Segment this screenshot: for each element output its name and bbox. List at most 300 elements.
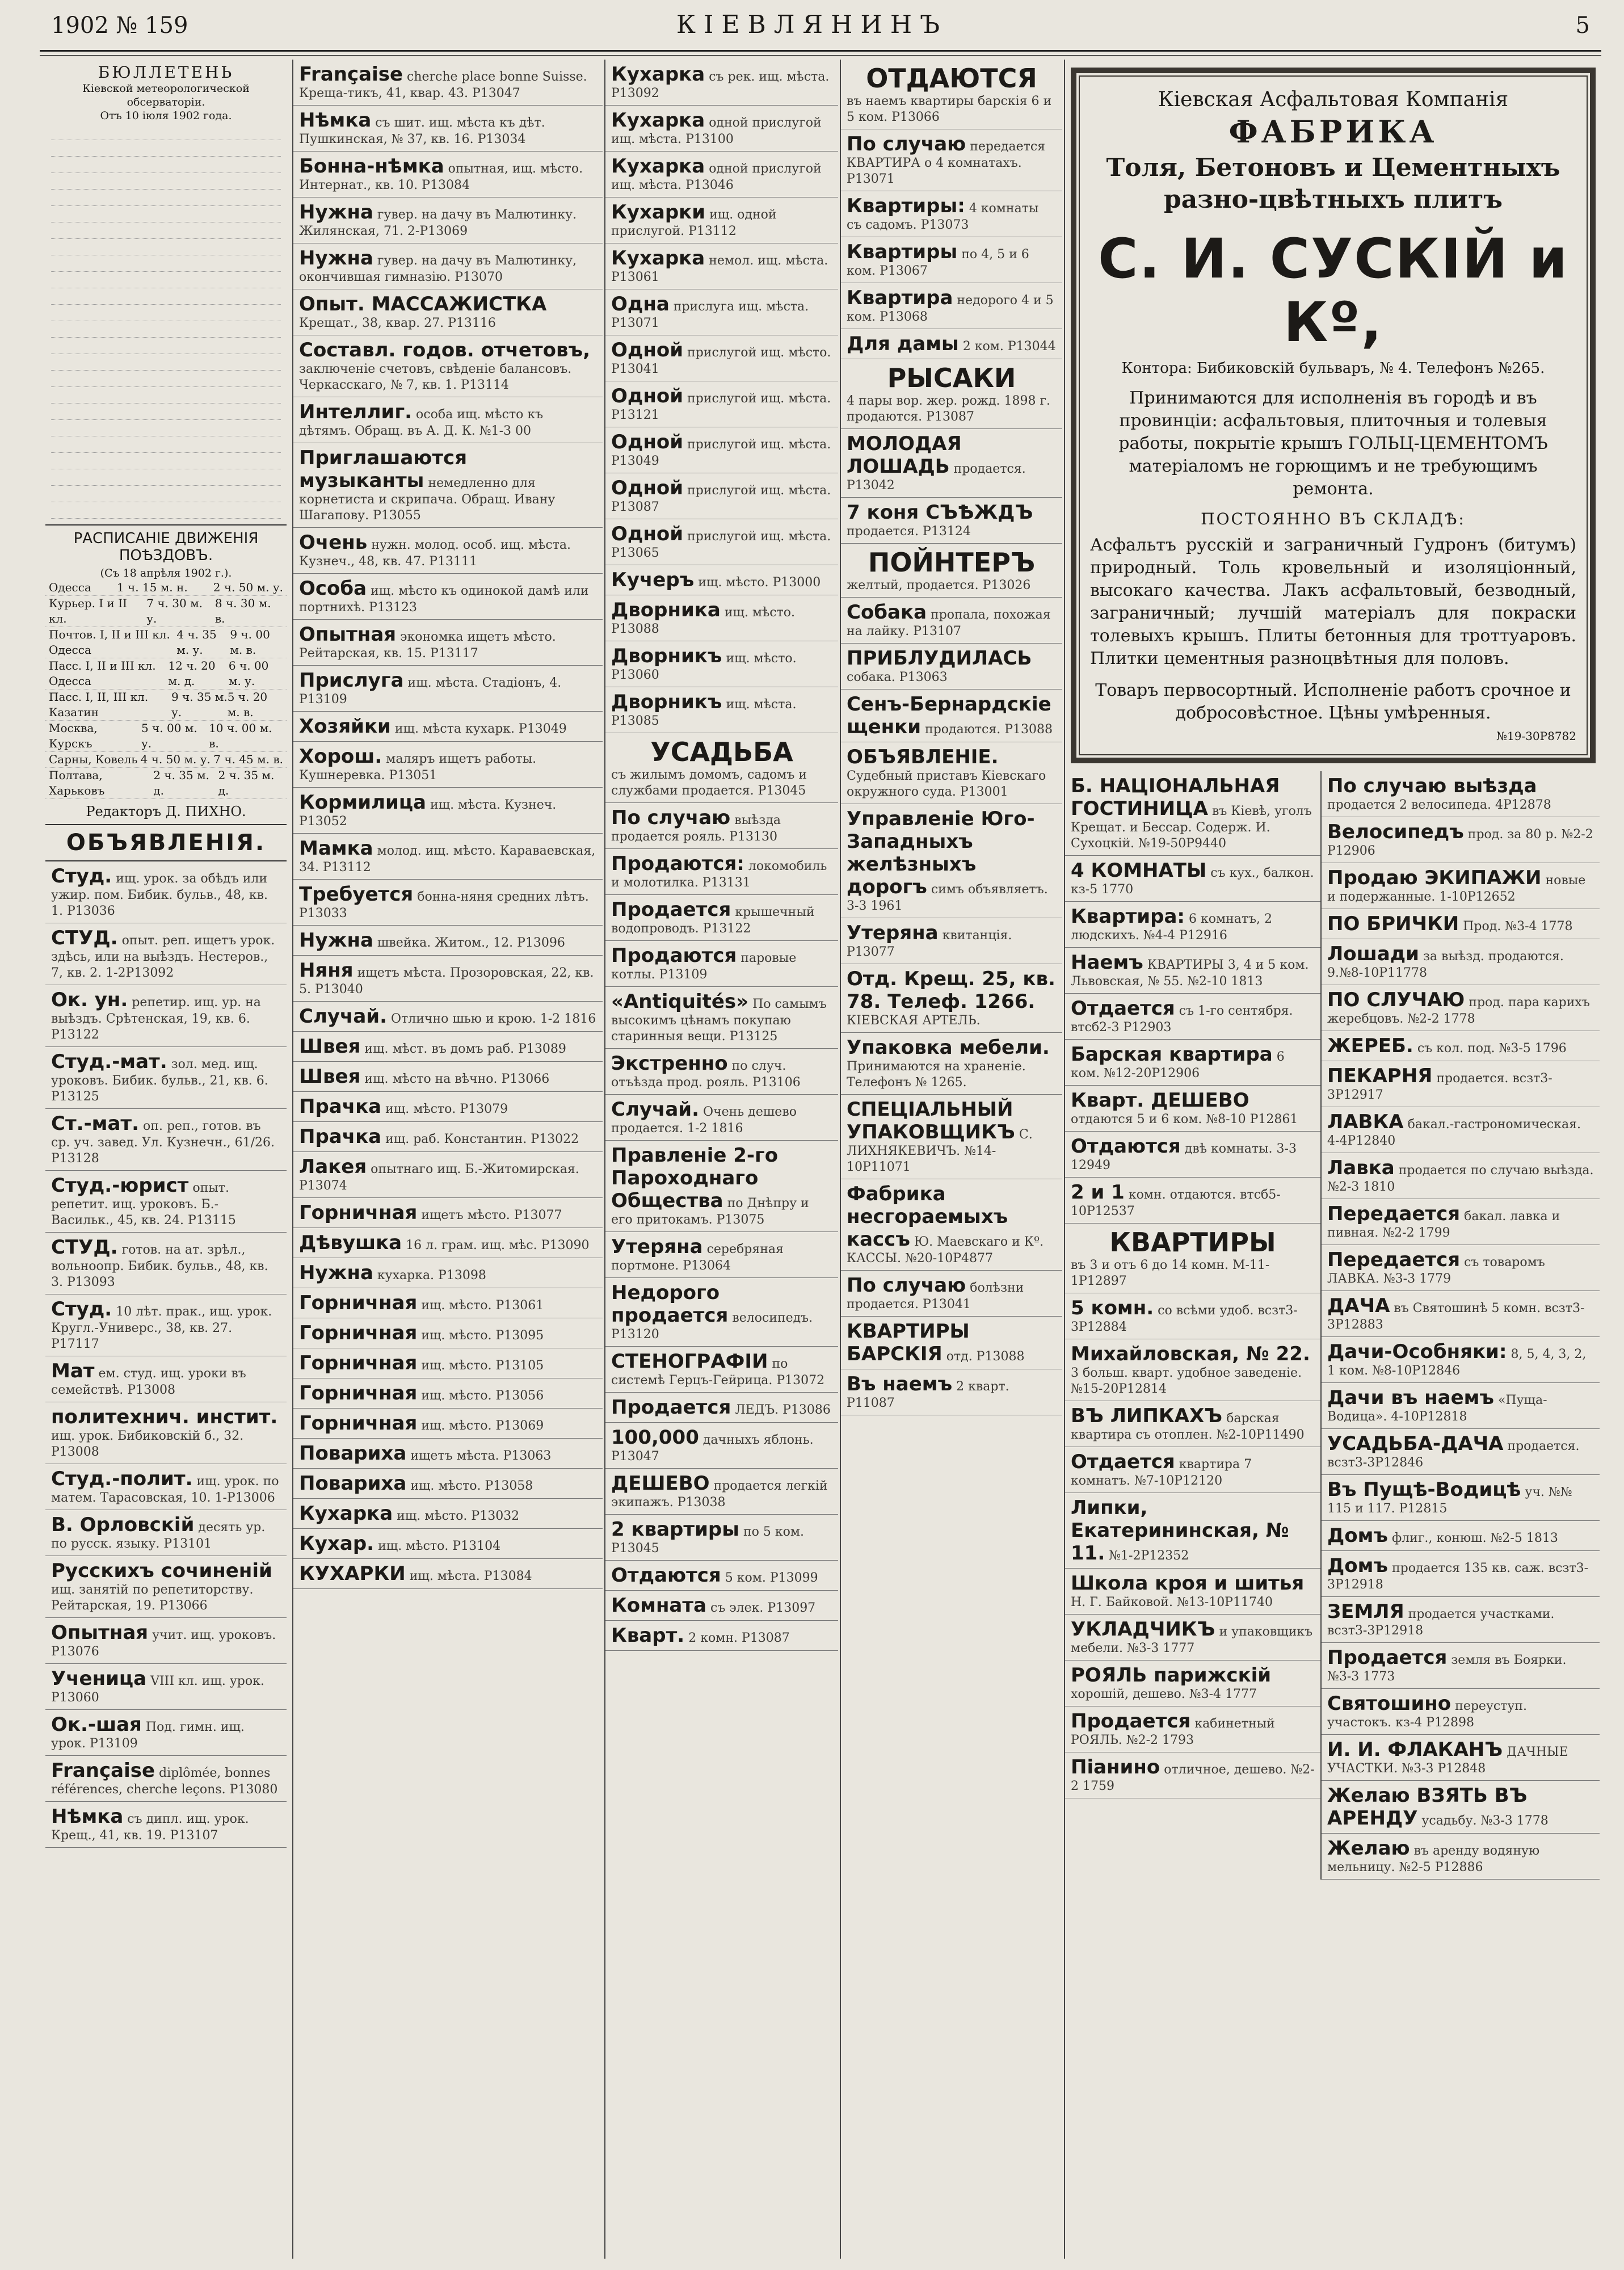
ad-text: По самымъ высокимъ цѣнамъ покупаю старинныя вещи. Р13125 [611, 997, 827, 1044]
ad-company: Кіевская Асфальтовая Компанія [1158, 88, 1509, 111]
ad-text: по 5 ком. Р13045 [611, 1525, 804, 1556]
ad-headline: Кварт. ДЕШЕВО [1071, 1089, 1249, 1112]
classified-ad [1322, 1291, 1600, 1337]
ad-headline: Собака [847, 601, 927, 624]
classified-ad [841, 1033, 1062, 1095]
classified-ad [605, 987, 838, 1049]
ad-headline: Дачи въ наемъ [1327, 1386, 1494, 1409]
classified-ad [293, 1198, 603, 1228]
ad-headline: Нужна [299, 247, 373, 270]
ad-text: ищ. мѣсто. Р13079 [385, 1102, 508, 1116]
ad-headline: Утеряна [847, 922, 939, 944]
ad-text: ищетъ мѣста. Прозоровская, 22, кв. 5. Р13040 [299, 966, 594, 997]
classified-ad [293, 1559, 603, 1589]
ad-headline: Горничная [299, 1322, 418, 1344]
ad-text: Прод. №3-4 1778 [1463, 919, 1573, 934]
classified-ad [605, 1232, 838, 1278]
ad-headline: Дѣвушка [299, 1231, 402, 1254]
ad-text: локомобиль и молотилка. Р13131 [611, 859, 827, 890]
schedule-row [45, 627, 287, 658]
ad-text: со всѣми удоб. всзт3-3Р12884 [1071, 1304, 1298, 1334]
ad-text: ищ. мѣсто къ одинокой дамѣ или портнихѣ. Р13123 [299, 584, 589, 615]
ad-text: по 4, 5 и 6 ком. Р13067 [847, 247, 1029, 278]
ad-text: ищ. мѣсто. Р13058 [410, 1479, 533, 1493]
ad-headline: Нужна [299, 929, 373, 952]
ad-text: въ 3 и отъ 6 до 14 комн. М-11-1Р12897 [1071, 1258, 1270, 1288]
ad-text: 6 ком. №12-20Р12906 [1071, 1050, 1285, 1081]
classified-ad [1322, 863, 1600, 909]
ad-text: опыт. репетит. ищ. уроковъ. Б.-Васильк., 45, кв. 24. Р13115 [51, 1181, 236, 1228]
classified-ad [293, 289, 603, 335]
ad-text: прислугой ищ. мѣста. Р13087 [611, 484, 831, 514]
ad-headline: По случаю [847, 1274, 966, 1297]
ad-text: бакал. лавка и пивная. №2-2 1799 [1327, 1209, 1560, 1240]
ad-text: болѣзни продается. Р13041 [847, 1281, 1024, 1311]
ad-text: прислугой ищ. мѣста. Р13065 [611, 529, 831, 560]
schedule-cell: 7 ч. 30 м. у. [146, 596, 203, 625]
classified-ad [1322, 1429, 1600, 1475]
ad-text: съ рек. ищ. мѣста. Р13092 [611, 70, 830, 100]
ad-text: 3 больш. кварт. удобное заведеніе. №15-20Р12814 [1071, 1366, 1302, 1396]
classified-ad [1322, 1245, 1600, 1291]
classified-ad [605, 1561, 838, 1591]
ad-text: продается. всзт3-3Р12846 [1327, 1439, 1580, 1470]
ad-text: комн. отдаются. втсб5-10Р12537 [1071, 1188, 1281, 1218]
ad-text: опытная, ищ. мѣсто. Интернат., кв. 10. Р13084 [299, 162, 583, 192]
ad-text: ищ. мѣсто. Р13061 [421, 1298, 544, 1313]
ad-headline: Кухарка [611, 247, 705, 270]
ad-headline: Одной [611, 385, 684, 407]
classified-ad [293, 956, 603, 1002]
classified-ad [293, 1288, 603, 1318]
ad-headline: Ок.-шая [51, 1713, 142, 1736]
ad-headline: Горничная [299, 1201, 418, 1224]
ad-headline: Одной [611, 477, 684, 499]
ad-headline: Фабрика несгораемыхъ кассъ [847, 1183, 1008, 1251]
ad-text: за выѣзд. продаются. 9.№8-10Р11778 [1327, 949, 1564, 980]
ad-headline: УСАДЬБА-ДАЧА [1327, 1432, 1504, 1455]
ad-text: съ элек. Р13097 [710, 1601, 816, 1615]
ad-headline: ОТДАЮТСЯ [866, 63, 1037, 94]
ad-headline: Отдается [1071, 997, 1175, 1020]
ad-headline: Для дамы [847, 333, 959, 355]
header-rule [40, 50, 1601, 56]
ad-headline: Отдаются [611, 1564, 721, 1587]
ad-text: ищ. мѣсто. Р13095 [421, 1329, 544, 1343]
classified-ad [1065, 1178, 1320, 1224]
schedule-cell: Сарны, Ковель [49, 753, 138, 766]
ad-headline: Квартира [847, 287, 953, 309]
classified-ad [1065, 1401, 1320, 1447]
ad-text: ищ. мѣсто. Р13000 [698, 575, 821, 590]
ad-text: прод. за 80 р. №2-2 Р12906 [1327, 827, 1593, 858]
classified-ad [293, 60, 603, 106]
ad-headline: Одна [611, 293, 670, 316]
classified-ad [605, 1423, 838, 1469]
classified-ad [605, 152, 838, 197]
classified-ad [45, 1664, 287, 1710]
ad-headline: РЫСАКИ [887, 363, 1016, 393]
schedule-cell: 4 ч. 35 м. у. [176, 628, 217, 657]
ad-text: ищ. мѣсто. Р13069 [421, 1419, 544, 1433]
ad-headline: 7 коня СЪѢЖДЪ [847, 501, 1033, 524]
ad-text: двѣ комнаты. 3-3 12949 [1071, 1142, 1297, 1172]
classified-ad [293, 1092, 603, 1122]
ad-text: 8, 5, 4, 3, 2, 1 ком. №8-10Р12846 [1327, 1347, 1587, 1378]
ad-headline: ЖЕРЕБ. [1327, 1035, 1413, 1057]
ad-text: съ жилымъ домомъ, садомъ и службами продается. Р13045 [611, 768, 807, 798]
ad-headline: СТУД. [51, 927, 118, 949]
ad-headline: Квартиры: [847, 195, 965, 217]
column-4 [840, 60, 1062, 2259]
ad-headline: Горничная [299, 1352, 418, 1374]
ad-text: 2 кварт. Р11087 [847, 1380, 1009, 1410]
classified-ad [293, 1439, 603, 1469]
classified-ad [1322, 1735, 1600, 1781]
ad-headline: Управленіе Юго-Западныхъ желѣзныхъ дорогъ [847, 808, 1035, 898]
ad-headline: Горничная [299, 1292, 418, 1314]
classified-ad [1322, 817, 1600, 863]
ad-text: ищ. мѣсто. Р13056 [421, 1389, 544, 1403]
ad-headline: Недорого продается [611, 1281, 729, 1327]
classified-ad [1065, 1569, 1320, 1615]
classified-ad [841, 1179, 1062, 1271]
schedule-cell: 1 ч. 15 м. н. [116, 581, 188, 594]
classified-ad [293, 574, 603, 620]
ad-headline: Случай. [611, 1098, 700, 1121]
ad-text: ищ. мѣста кухарк. Р13049 [394, 722, 567, 736]
classified-ad [605, 1515, 838, 1561]
ad-headline: Кухарка [611, 63, 705, 86]
classified-ad [1322, 1107, 1600, 1153]
ad-headline: Повариха [299, 1442, 407, 1465]
ad-headline: Студ. [51, 865, 112, 888]
classified-ad [605, 1469, 838, 1515]
schedule-row [45, 752, 287, 768]
ad-headline: По случаю выѣзда [1327, 775, 1537, 797]
ad-headline: Передается [1327, 1203, 1461, 1225]
ad-headline: Швея [299, 1035, 361, 1058]
ad-text: 2 ком. Р13044 [962, 339, 1056, 354]
ad-text: особа ищ. мѣсто къ дѣтямъ. Обращ. въ А. Д. К. №1-3 00 [299, 407, 544, 438]
ad-text: симъ объявляетъ. 3-3 1961 [847, 882, 1048, 913]
ad-text: швейка. Житом., 12. Р13096 [377, 936, 565, 950]
ad-text: въ Святошинѣ 5 комн. всзт3-3Р12883 [1327, 1301, 1585, 1332]
ad-text: въ Кіевѣ, уголъ Крещат. и Бессар. Содерж. И. Сухоцкій. №19-50Р9440 [1071, 804, 1312, 851]
ad-text: земля въ Боярки. №3-3 1773 [1327, 1653, 1567, 1684]
ad-text: собака. Р13063 [847, 670, 948, 684]
ad-headline: Продаются: [611, 852, 744, 875]
ad-headline: Піанино [1071, 1756, 1160, 1779]
schedule-rows [45, 580, 287, 799]
ad-headline: Б. НАЦІОНАЛЬНАЯ ГОСТИНИЦА [1071, 775, 1280, 820]
classified-ad [841, 429, 1062, 498]
ad-text: учит. ищ. уроковъ. Р13076 [51, 1628, 276, 1659]
ad-text: переуступ. участокъ. кз-4 Р12898 [1327, 1699, 1527, 1730]
ad-headline: Желаю ВЗЯТЬ ВЪ АРЕНДУ [1327, 1784, 1528, 1830]
schedule-cell: 6 ч. 00 м. у. [228, 659, 269, 688]
ad-text: молод. ищ. мѣсто. Караваевская, 34. Р13112 [299, 844, 596, 875]
ad-text: продается. Р13042 [847, 462, 1026, 493]
ad-headline: Комната [611, 1594, 707, 1617]
classified-ad [1065, 902, 1320, 948]
classified-ad [293, 443, 603, 528]
ad-headline: И. И. ФЛАКАНЪ [1327, 1738, 1503, 1761]
classified-ad [1065, 1293, 1320, 1339]
ad-text: по Днѣпру и его притокамъ. Р13075 [611, 1196, 809, 1227]
ad-text: Н. Г. Байковой. №13-10Р11740 [1071, 1595, 1273, 1609]
ad-text: велосипедъ. Р13120 [611, 1311, 813, 1342]
classified-ad [293, 834, 603, 880]
ad-stock-text: Асфальтъ русскій и заграничный Гудронъ (битумъ) природный. Толь кровельный и изоляціонный, высокаго качества. Лакъ асфальтовый, безводный, заграничный; лучшій матеріалъ для покраски толевыхъ крышъ. Плиты бетонныя для троттуаровъ. Плитки цементныя разноцвѣтныя для половъ. [1090, 535, 1576, 669]
classified-ad [605, 519, 838, 565]
classified-ad [605, 641, 838, 687]
ad-text: С. ЛИХНЯКЕВИЧЪ. №14-10Р11071 [847, 1128, 1033, 1174]
ad-text: прислуга ищ. мѣста. Р13071 [611, 300, 809, 330]
ad-headline: Барская квартира [1071, 1043, 1273, 1066]
ad-headline: Сенъ-Бернардскіе щенки [847, 693, 1051, 738]
ad-text: одной прислугой ищ. мѣста. Р13100 [611, 116, 822, 146]
ad-text: съ шит. ищ. мѣста къ дѣт. Пушкинская, № 37, кв. 16. Р13034 [299, 116, 545, 146]
classified-ad [293, 666, 603, 712]
ad-headline: Няня [299, 959, 354, 982]
ad-text: флиг., конюш. №2-5 1813 [1391, 1531, 1558, 1545]
ad-name: С. И. СУСКІЙ и Кº, [1098, 227, 1568, 354]
schedule-cell: 7 ч. 45 м. в. [213, 753, 283, 766]
classified-ad [841, 544, 1062, 598]
masthead: КІЕВЛЯНИНЪ [676, 10, 948, 39]
ad-headline: Опытная [299, 623, 397, 646]
classified-ad [1322, 985, 1600, 1031]
ad-text: Отлично шью и крою. 1-2 1816 [391, 1012, 596, 1026]
ad-text: недорого 4 и 5 ком. Р13068 [847, 293, 1054, 324]
classified-ad [605, 895, 838, 941]
classified-ad [605, 427, 838, 473]
ad-headline: ПЕКАРНЯ [1327, 1065, 1433, 1087]
ad-headline: Михайловская, № 22. [1071, 1343, 1310, 1365]
ad-text: ДАЧНЫЕ УЧАСТКИ. №3-3 Р12848 [1327, 1745, 1568, 1776]
classified-ad [605, 687, 838, 733]
ad-text: пропала, похожая на лайку. Р13107 [847, 608, 1051, 638]
classified-ad [841, 918, 1062, 964]
ad-text: опыт. реп. ищетъ урок. здѣсь, или на выѣздъ. Нестеров., 7, кв. 2. 1-2Р13092 [51, 934, 275, 980]
ad-headline: 5 комн. [1071, 1297, 1154, 1319]
classified-ad [1322, 1643, 1600, 1689]
classified-ad [293, 335, 603, 397]
ad-text: и упаковщикъ мебели. №3-3 1777 [1071, 1625, 1313, 1655]
classified-ad [293, 1062, 603, 1092]
schedule-cell: 2 ч. 35 м. д. [153, 768, 210, 797]
ad-text: diplômée, bonnes références, cherche leçons. Р13080 [51, 1766, 278, 1797]
classified-ad [1065, 771, 1320, 856]
classified-ad [1322, 1199, 1600, 1245]
col6-ads [1320, 771, 1600, 1880]
ad-headline: ЛАВКА [1327, 1111, 1404, 1133]
ad-contact: Контора: Бибиковскій бульваръ, № 4. Телефонъ №265. [1121, 360, 1545, 377]
schedule-cell: Курьер. I и II кл. [49, 596, 128, 625]
schedule-cell: 4 ч. 50 м. у. [140, 753, 211, 766]
classified-ad [293, 1258, 603, 1288]
ad-headline: ПОЙНТЕРЪ [868, 547, 1036, 578]
ad-headline: ПРИБЛУДИЛАСЬ [847, 647, 1032, 670]
ad-products: Толя, Бетоновъ и Цементныхъ разно-цвѣтныхъ плитъ [1106, 153, 1560, 214]
ad-headline: КУХАРКИ [299, 1562, 406, 1585]
ad-headline: Одной [611, 431, 684, 453]
ad-text: продается 135 кв. саж. всзт3-3Р12918 [1327, 1561, 1589, 1592]
classified-ad [45, 1510, 287, 1556]
ad-text: ищ. одной прислугой. Р13112 [611, 208, 777, 238]
ad-headline: Липки, Екатерининская, № 11. [1071, 1496, 1289, 1565]
classified-ad [605, 1049, 838, 1095]
ad-text: №1-2Р12352 [1109, 1549, 1189, 1563]
ad-text: продается. Р13124 [847, 524, 971, 539]
ad-text: 2 комн. Р13087 [688, 1631, 790, 1645]
ad-headline: Правленіе 2-го Пароходнаго Общества [611, 1144, 779, 1212]
ad-headline: Прислуга [299, 669, 404, 692]
classified-ad [45, 1802, 287, 1848]
classified-ad [1322, 1337, 1600, 1383]
ad-headline: Составл. годов. отчетовъ, [299, 339, 591, 361]
ad-text: ем. студ. ищ. уроки въ семействѣ. Р13008 [51, 1367, 246, 1397]
ad-text: крышечный водопроводъ. Р13122 [611, 905, 815, 936]
classified-ad [1322, 1383, 1600, 1429]
ad-headline: Лакея [299, 1155, 367, 1178]
lower-columns [1065, 771, 1601, 1880]
classified-ad [1322, 1061, 1600, 1107]
ad-headline: Передается [1327, 1248, 1461, 1271]
col2-ads [293, 60, 603, 1589]
classified-ad [45, 1294, 287, 1356]
classified-ad [293, 1499, 603, 1529]
ad-headline: Швея [299, 1065, 361, 1088]
ad-headline: Отдаются [1071, 1135, 1181, 1158]
ad-headline: Кормилица [299, 791, 426, 814]
section-title: ОБЪЯВЛЕНІЯ. [45, 825, 287, 861]
ad-text: ищ. занятій по репетиторству. Рейтарская, 19. Р13066 [51, 1583, 254, 1613]
classified-ad [293, 742, 603, 788]
classified-ad [605, 1095, 838, 1141]
ad-headline: Желаю [1327, 1837, 1410, 1860]
classified-ad [1065, 1661, 1320, 1706]
classified-ad [1322, 1031, 1600, 1061]
ad-headline: Опыт. МАССАЖИСТКА [299, 293, 547, 316]
classified-ad [605, 1141, 838, 1232]
classified-ad [841, 237, 1062, 283]
classified-ad [1322, 1475, 1600, 1521]
ad-text: отличное, дешево. №2-2 1759 [1071, 1763, 1315, 1793]
classified-ad [293, 1318, 603, 1348]
ad-headline: ДЕШЕВО [611, 1472, 710, 1495]
classified-ad [605, 1347, 838, 1393]
ad-text: ищ. мѣсто. Р13088 [611, 606, 796, 636]
col1-ads [45, 861, 287, 1848]
classified-ad [1322, 909, 1600, 939]
classified-ad [45, 1710, 287, 1756]
ad-headline: Дачи-Особняки: [1327, 1340, 1507, 1363]
classified-ad [1322, 1834, 1600, 1880]
classified-ad [841, 644, 1062, 690]
ad-text: ищ. мѣста. Р13085 [611, 697, 797, 728]
classified-ad [605, 106, 838, 152]
classified-ad [293, 880, 603, 926]
ad-text: нужн. молод. особ. ищ. мѣста. Кузнеч., 48, кв. 47. Р13111 [299, 538, 571, 569]
ad-headline: ДАЧА [1327, 1294, 1390, 1317]
ad-text: 6 комнатъ, 2 людскихъ. №4-4 Р12916 [1071, 912, 1273, 943]
ad-text: кабинетный РОЯЛЬ. №2-2 1793 [1071, 1717, 1275, 1747]
classified-ad [293, 397, 603, 443]
schedule-cell: Москва, Курскъ [49, 721, 98, 750]
classified-ad [1065, 948, 1320, 994]
ad-text: десять ур. по русск. языку. Р13101 [51, 1520, 266, 1551]
ad-headline: Велосипедъ [1327, 821, 1464, 843]
ad-text: по случ. отъѣзда прод. рояль. Р13106 [611, 1059, 801, 1090]
classified-ad [605, 243, 838, 289]
column-2 [292, 60, 603, 2259]
schedule-cell: Пасс. I, II, III кл. Казатин [49, 690, 149, 719]
ad-text: Крещат., 38, квар. 27. Р13116 [299, 316, 496, 330]
schedule-cell: Почтов. I, II и III кл. Одесса [49, 628, 170, 657]
ad-text: въ наемъ квартиры барскія 6 и 5 ком. Р13066 [847, 94, 1052, 124]
classified-ad [293, 788, 603, 834]
ad-headline: МОЛОДАЯ ЛОШАДЬ [847, 432, 962, 478]
classified-ad [605, 1393, 838, 1423]
ad-text: отд. Р13088 [946, 1350, 1025, 1364]
classified-ad [293, 926, 603, 956]
ad-headline: Прачка [299, 1095, 382, 1118]
ad-headline: Горничная [299, 1382, 418, 1405]
classified-ad [1065, 1752, 1320, 1798]
ad-text: съ кух., балкон. кз-5 1770 [1071, 866, 1314, 897]
ad-headline: СПЕЦІАЛЬНЫЙ УПАКОВЩИКЪ [847, 1098, 1015, 1144]
classified-ad [293, 152, 603, 197]
classified-ad [841, 1271, 1062, 1317]
ad-headline: Ок. ун. [51, 989, 128, 1011]
ad-text: одной прислугой ищ. мѣста. Р13046 [611, 162, 822, 192]
issue-date: 1902 № 159 [51, 12, 188, 39]
classified-ad [293, 197, 603, 243]
ad-text: квитанція. Р13077 [847, 928, 1012, 959]
ad-text: ищ. мѣсто. Р13104 [378, 1539, 501, 1553]
classified-ad [45, 1618, 287, 1664]
classified-ad [45, 1233, 287, 1294]
classified-ad [605, 1621, 838, 1651]
ad-headline: Хозяйки [299, 715, 391, 738]
ad-text: VIII кл. ищ. урок. Р13060 [51, 1674, 264, 1705]
schedule-cell: Пасс. I, II и III кл. Одесса [49, 659, 156, 688]
ad-headline: Школа кроя и шитья [1071, 1572, 1305, 1595]
classified-ad [1065, 1086, 1320, 1132]
schedule-cell: 12 ч. 20 м. д. [168, 659, 216, 688]
ad-headline: СТУД. [51, 1236, 118, 1259]
ad-headline: Русскихъ сочиненій [51, 1559, 272, 1582]
classified-ad [605, 733, 838, 803]
schedule-row [45, 580, 287, 596]
ad-headline: Продаю ЭКИПАЖИ [1327, 867, 1542, 889]
ad-headline: Утеряна [611, 1235, 703, 1258]
ad-code: №19-30Р8782 [1496, 729, 1576, 743]
ad-text: продаются. Р13088 [925, 722, 1053, 737]
classified-ad [841, 742, 1062, 804]
ad-text: ищ. урок. по матем. Тарасовская, 10. 1-Р13006 [51, 1474, 279, 1505]
ad-text: паровые котлы. Р13109 [611, 951, 797, 982]
ad-text: дачныхъ яблонь. Р13047 [611, 1433, 814, 1464]
ad-headline: Продается [611, 1396, 731, 1419]
classified-ad [1322, 1551, 1600, 1597]
schedule-cell: 2 ч. 50 м. у. [213, 581, 283, 594]
classified-ad [293, 1032, 603, 1062]
col4-ads [841, 60, 1062, 1415]
ad-headline: По случаю [611, 806, 731, 829]
